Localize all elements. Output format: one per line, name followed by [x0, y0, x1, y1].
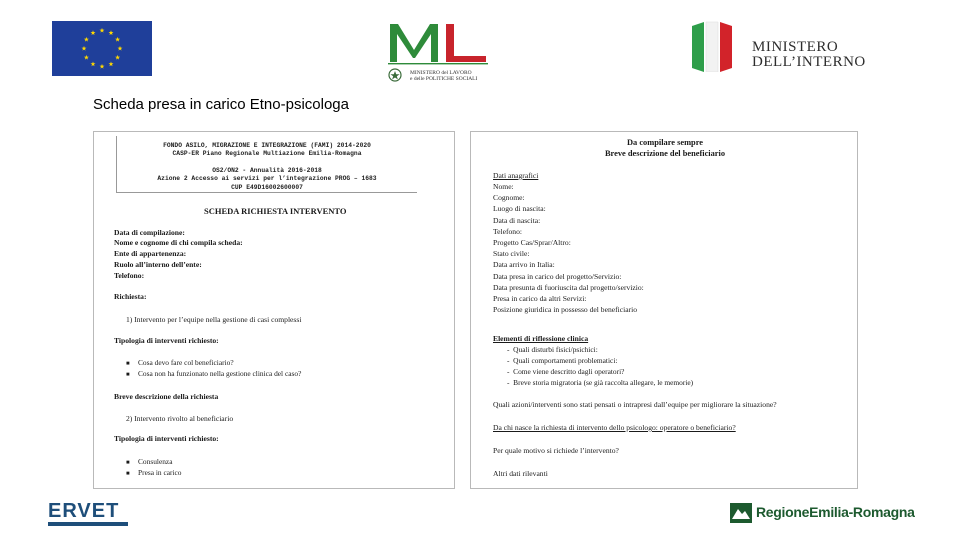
eu-flag-icon — [52, 21, 152, 76]
richiesta-label: Richiesta: — [114, 292, 147, 301]
elemento-descrizione-text: Come viene descritto dagli operatori? — [513, 367, 625, 376]
field-nome-compilatore: Nome e cognome di chi compila scheda: — [114, 238, 243, 247]
bullet-presa-in-carico: ■ Presa in carico — [126, 468, 182, 479]
header-line-5: CUP E49D16002600007 — [231, 183, 303, 191]
dati-anagrafici-title: Dati anagrafici — [493, 171, 539, 180]
dati-field-9: Data presunta di fuoriuscita dal progetto/servizio: — [493, 282, 644, 292]
elemento-descrizione: - Come viene descritto dagli operatori? — [507, 367, 625, 376]
elemento-storia-text: Breve storia migratoria (se già raccolta allegare, le memorie) — [513, 378, 694, 387]
field-telefono: Telefono: — [114, 271, 145, 280]
tipologia-label-2: Tipologia di interventi richiesto: — [114, 434, 219, 443]
ministero-lavoro-caption — [410, 70, 494, 82]
header-line-3: OS2/ON2 - Annualità 2016-2018 — [212, 166, 322, 174]
elemento-disturbi: - Quali disturbi fisici/psichici: — [507, 345, 598, 354]
mi-line-1: MINISTERO — [752, 39, 839, 55]
elemento-disturbi-text: Quali disturbi fisici/psichici: — [513, 345, 598, 354]
item-intervento-equipe: 1) Intervento per l’equipe nella gestione di casi complessi — [126, 315, 302, 324]
dati-field-6: Stato civile: — [493, 249, 530, 259]
ervet-logo — [48, 500, 132, 528]
left-document-panel — [93, 131, 455, 489]
regione-text: RegioneEmilia-Romagna — [756, 504, 915, 520]
header-line-1: FONDO ASILO, MIGRAZIONE E INTEGRAZIONE (FAMI) 2014-2020 — [163, 142, 371, 149]
regione-mark-icon — [730, 503, 752, 523]
header-line-2: CASP-ER Piano Regionale Multiazione Emilia-Romagna — [172, 150, 362, 158]
field-ruolo: Ruolo all’interno dell’ente: — [114, 260, 202, 269]
ervet-underline — [48, 522, 128, 526]
dati-field-1: Cognome: — [493, 193, 525, 203]
breve-descrizione-label: Breve descrizione della richiesta — [114, 392, 219, 401]
dati-field-7: Data arrivo in Italia: — [493, 260, 555, 270]
domanda-azioni: Quali azioni/interventi sono stati pensati o intrapresi dall’equipe per migliorare la situazione? — [493, 400, 777, 409]
eu-flag-logo — [52, 21, 152, 76]
bullet-consulenza: ■ Consulenza — [126, 457, 172, 468]
header-line-4: Azione 2 Accesso ai servizi per l’integrazione PROG – 1683 — [157, 175, 377, 183]
right-head-1: Da compilare sempre — [627, 138, 703, 147]
dati-field-10: Presa in carico da altri Servizi: — [493, 294, 587, 303]
elemento-comportamenti-text: Quali comportamenti problematici: — [513, 356, 618, 365]
dati-field-3: Data di nascita: — [493, 215, 541, 225]
domanda-motivo: Per quale motivo si richiede l’intervento? — [493, 446, 619, 455]
regione-emilia-romagna-logo — [730, 501, 930, 527]
item-intervento-beneficiario: 2) Intervento rivolto al beneficiario — [126, 414, 234, 423]
ml-letters-icon — [384, 20, 492, 68]
slide-title: Scheda presa in carico Etno-psicologa — [93, 96, 349, 113]
ministero-interno-text — [752, 40, 866, 70]
tipologia-label-1: Tipologia di interventi richiesto: — [114, 336, 219, 345]
altri-dati: Altri dati rilevanti — [493, 469, 548, 478]
ml-caption-line-1: MINISTERO del LAVORO — [410, 70, 472, 76]
dati-field-5: Progetto Cas/Sprar/Altro: — [493, 238, 571, 247]
ministero-interno-logo — [690, 20, 900, 72]
field-data-compilazione: Data di compilazione: — [114, 228, 185, 237]
scheda-title: SCHEDA RICHIESTA INTERVENTO — [204, 206, 347, 216]
italian-flag-icon — [690, 20, 734, 72]
fami-header-box — [116, 136, 417, 193]
field-ente: Ente di appartenenza: — [114, 249, 187, 258]
dati-field-11: Posizione giuridica in possesso del beneficiario — [493, 305, 638, 315]
ervet-word: ERVET — [48, 500, 120, 522]
dati-field-0: Nome: — [493, 182, 514, 191]
right-document-panel — [470, 131, 858, 489]
dati-field-8: Data presa in carico del progetto/Servizio: — [493, 271, 622, 281]
right-head-2: Breve descrizione del beneficiario — [604, 149, 726, 158]
emblem-icon — [388, 68, 402, 82]
dati-field-4: Telefono: — [493, 226, 522, 236]
elemento-storia: - Breve storia migratoria (se già raccolta allegare, le memorie) — [507, 378, 694, 387]
elemento-comportamenti: - Quali comportamenti problematici: — [507, 356, 618, 365]
mi-line-2: DELL’INTERNO — [752, 54, 866, 70]
bullet-cosa-non-ha-funzionato: ■ Cosa non ha funzionato nella gestione clinica del caso? — [126, 369, 301, 380]
bullet-cosa-devo-fare: ■ Cosa devo fare col beneficiario? — [126, 358, 234, 369]
dati-field-2: Luogo di nascita: — [493, 204, 546, 214]
domanda-richiesta: Da chi nasce la richiesta di intervento dello psicologo: operatore o beneficiario? — [493, 423, 736, 432]
ml-caption-line-2: e delle POLITICHE SOCIALI — [410, 76, 478, 82]
elementi-riflessione-title: Elementi di riflessione clinica — [493, 334, 589, 343]
